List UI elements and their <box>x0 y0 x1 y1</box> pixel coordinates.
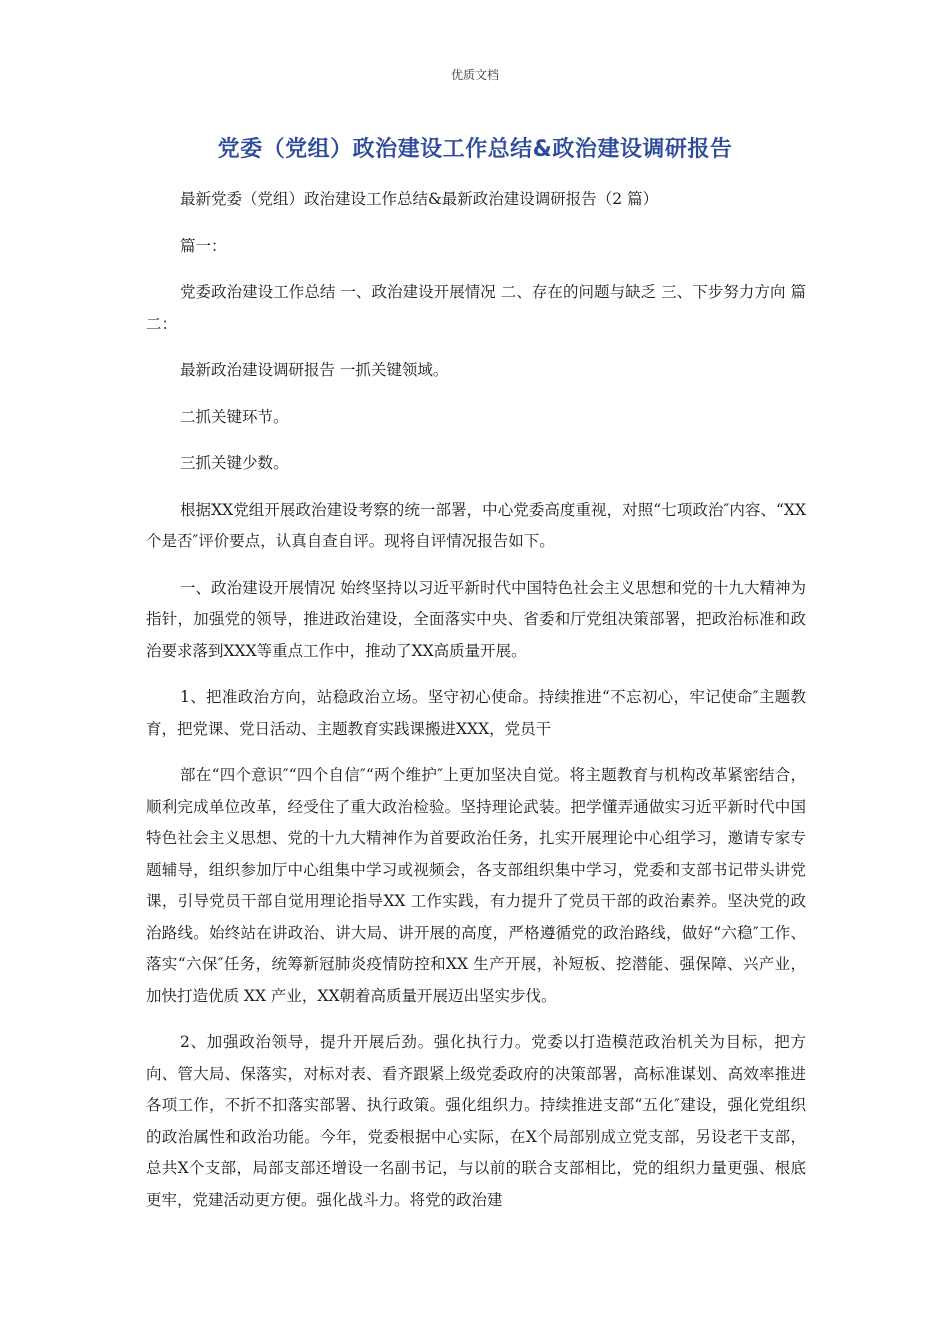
paragraph: 党委政治建设工作总结 一、政治建设开展情况 二、存在的问题与缺乏 三、下步努力方向 篇二： <box>146 283 806 333</box>
paragraph: 最新政治建设调研报告 一抓关键领域。 <box>180 361 449 379</box>
subtitle-paragraph: 最新党委（党组）政治建设工作总结&最新政治建设调研报告（2 篇） <box>180 190 659 208</box>
paragraph: 一、政治建设开展情况 始终坚持以习近平新时代中国特色社会主义思想和党的十九大精神为指针，加强党的领导，推进政治建设，全面落实中央、省委和厅党组决策部署，把政治标准和政治要求落到XXX等重点工作中，推动了XX高质量开展。 <box>146 578 806 660</box>
paragraph: 部在“四个意识″“四个自信″“两个维护″上更加坚决自觉。将主题教育与机构改革紧密结合，顺利完成单位改革，经受住了重大政治检验。坚持理论武装。把学懂弄通做实习近平新时代中国特色社会主义思想、党的十九大精神作为首要政治任务，扎实开展理论中心组学习，邀请专家专题辅导，组织参加厅中心组集中学习或视频会，各支部组织集中学习，党委和支部书记带头讲党课，引导党员干部自觉用理论指导XX 工作实践，有力提升了党员干部的政治素养。坚决党的政治路线。始终站在讲政治、讲大局、讲开展的高度，严格遵循党的政治路线，做好“六稳″工作、落实“六保″任务，统筹新冠肺炎疫情防控和XX 生产开展，补短板、挖潜能、强保障、兴产业，加快打造优质 XX 产业，XX朝着高质量开展迈出坚实步伐。 <box>146 766 806 1005</box>
paragraph: 篇一： <box>180 236 227 255</box>
paragraph: 1、把准政治方向，站稳政治立场。坚守初心使命。持续推进“不忘初心，牢记使命″主题教育，把党课、党日活动、主题教育实践课搬进XXX，党员干 <box>146 688 806 738</box>
paragraph: 二抓关键环节。 <box>180 407 289 426</box>
page-header: 优质文档 <box>450 68 499 82</box>
paragraph: 2、加强政治领导，提升开展后劲。强化执行力。党委以打造模范政治机关为目标，把方向、管大局、保落实，对标对表、看齐跟紧上级党委政府的决策部署，高标准谋划、高效率推进各项工作，不折不扣落实部署、执行政策。强化组织力。持续推进支部“五化″建设，强化党组织的政治属性和政治功能。今年，党委根据中心实际，在X个局部别成立党支部，另设老干支部，总共X个支部，局部支部还增设一名副书记，与以前的联合支部相比，党的组织力量更强、根底更牢，党建活动更方便。强化战斗力。将党的政治建 <box>146 1033 806 1209</box>
document-body <box>146 184 806 1231</box>
document-title: 党委（党组）政治建设工作总结&政治建设调研报告 <box>217 137 733 162</box>
paragraph: 根据XX党组开展政治建设考察的统一部署，中心党委高度重视，对照“七项政治″内容、“XX个是否″评价要点，认真自查自评。现将自评情况报告如下。 <box>146 500 806 550</box>
paragraph: 三抓关键少数。 <box>180 454 289 472</box>
